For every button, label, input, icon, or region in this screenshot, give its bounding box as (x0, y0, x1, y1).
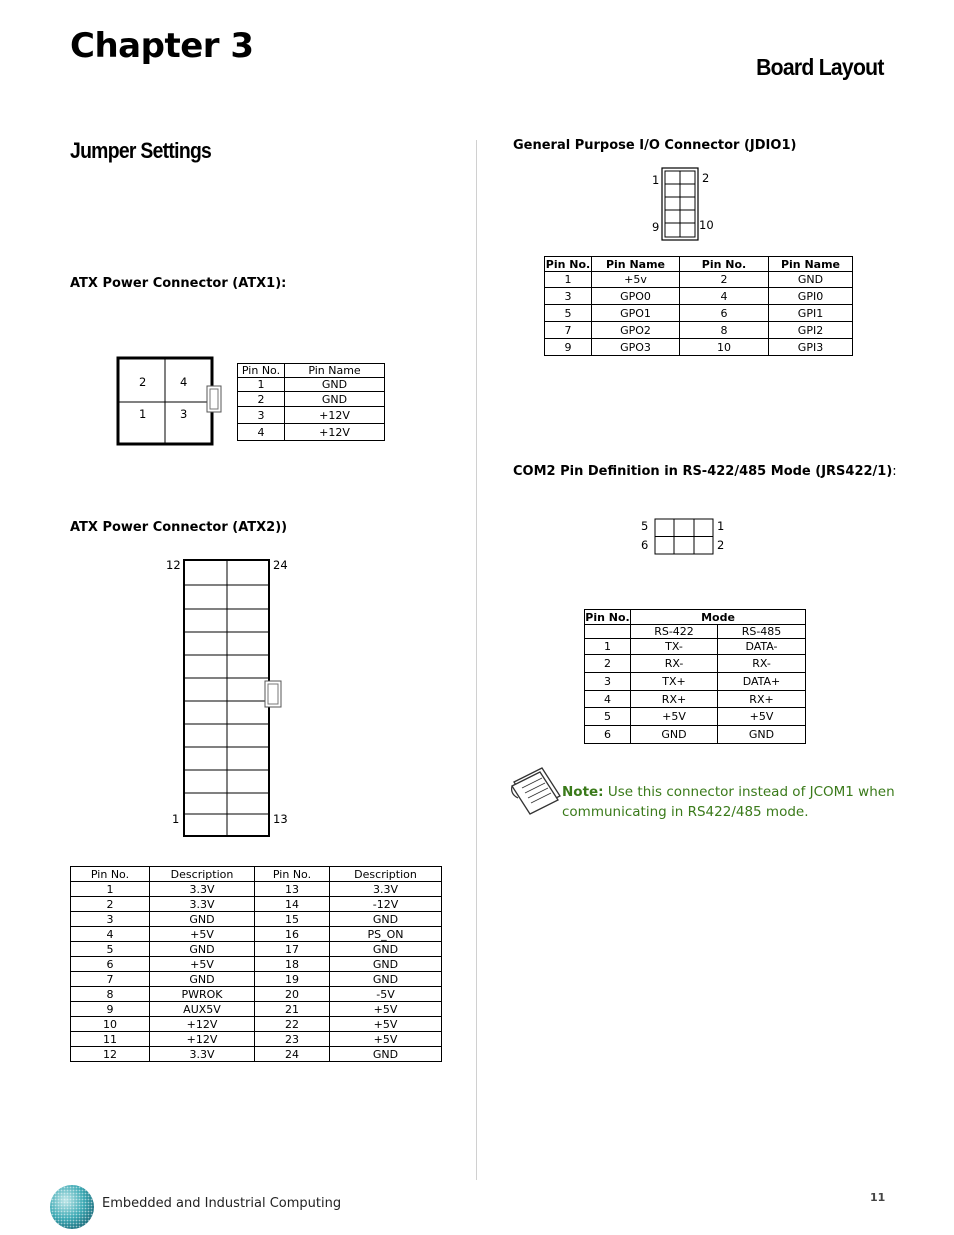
jdio1-connector-diagram (660, 166, 700, 242)
table-row: 6 +5V 18 GND (71, 957, 442, 972)
table-row: 2 3.3V 14 -12V (71, 897, 442, 912)
table-row: 2 GND (238, 392, 385, 407)
atx1-pin-label: 4 (180, 375, 188, 389)
table-row: 7 GND 19 GND (71, 972, 442, 987)
table-row: 6 GND GND (585, 726, 806, 744)
table-row: 5 GPO1 6 GPI1 (545, 305, 853, 322)
table-header: Description (330, 867, 442, 882)
atx2-label-top-left: 12 (166, 558, 181, 572)
table-header: Pin No. (238, 364, 285, 378)
table-row: 4 +12V (238, 424, 385, 441)
table-row: 2 RX- RX- (585, 655, 806, 673)
jrs422-label-bottom-left: 6 (641, 538, 649, 552)
table-header: Mode (631, 610, 806, 625)
table-row: 5 GND 17 GND (71, 942, 442, 957)
table-row: 3 +12V (238, 407, 385, 424)
atx1-pin-label: 2 (139, 375, 147, 389)
table-header: Description (150, 867, 255, 882)
table-header: Pin Name (592, 257, 680, 272)
table-row: 12 3.3V 24 GND (71, 1047, 442, 1062)
table-row: 11 +12V 23 +5V (71, 1032, 442, 1047)
table-subheader: RS-485 (718, 625, 806, 639)
table-row: 7 GPO2 8 GPI2 (545, 322, 853, 339)
table-row: 3 GND 15 GND (71, 912, 442, 927)
atx1-pin-label: 3 (180, 407, 188, 421)
table-header: Pin No. (585, 610, 630, 624)
jrs422-connector-diagram (654, 518, 716, 556)
page-number: 11 (870, 1191, 886, 1204)
jdio1-label-bottom-left: 9 (652, 220, 660, 234)
jdio1-label-top-left: 1 (652, 173, 660, 187)
table-header: Pin No. (680, 257, 769, 272)
company-logo-icon (48, 1183, 96, 1231)
table-row: 4 RX+ RX+ (585, 691, 806, 708)
jrs422-label-top-right: 1 (717, 519, 725, 533)
jrs422-pin-table (584, 609, 806, 744)
table-row: 1 TX- DATA- (585, 639, 806, 655)
table-row: 1 +5v 2 GND (545, 272, 853, 288)
table-row: 3 GPO0 4 GPI0 (545, 288, 853, 305)
section-title: Board Layout (756, 54, 884, 80)
table-row: 1 3.3V 13 3.3V (71, 882, 442, 897)
jrs422-label-top-left: 5 (641, 519, 649, 533)
table-subheader: RS-422 (631, 625, 718, 639)
table-row: 5 +5V +5V (585, 708, 806, 726)
note-pad-icon (508, 764, 564, 816)
table-row: 3 TX+ DATA+ (585, 673, 806, 691)
table-row: 10 +12V 22 +5V (71, 1017, 442, 1032)
table-header: Pin No. (255, 867, 330, 882)
atx1-pin-label: 1 (139, 407, 147, 421)
table-header: Pin No. (71, 867, 150, 882)
footer-company: Embedded and Industrial Computing (102, 1196, 342, 1211)
atx2-connector-diagram (180, 556, 285, 840)
jdio1-pin-table (544, 256, 853, 356)
note-text: Note: Use this connector instead of JCOM1 when communicating in RS422/485 mode. (562, 784, 895, 820)
atx2-label-top-right: 24 (273, 558, 288, 572)
atx2-label-bottom-left: 1 (172, 812, 180, 826)
atx1-connector-diagram (110, 350, 230, 450)
jdio1-label-top-right: 2 (702, 171, 710, 185)
chapter-title: Chapter 3 (70, 26, 254, 66)
column-divider (476, 140, 477, 1180)
table-header: Pin Name (285, 364, 385, 378)
table-row: 1 GND (238, 378, 385, 392)
table-row: 9 AUX5V 21 +5V (71, 1002, 442, 1017)
table-row: 4 +5V 16 PS_ON (71, 927, 442, 942)
atx1-pin-table (237, 363, 385, 441)
table-row: 9 GPO3 10 GPI3 (545, 339, 853, 356)
atx1-title: ATX Power Connector (ATX1): (70, 276, 287, 291)
atx2-title: ATX Power Connector (ATX2)) (70, 520, 288, 535)
table-header: Pin Name (769, 257, 853, 272)
jdio1-label-bottom-right: 10 (699, 218, 714, 232)
jrs422-title: COM2 Pin Definition in RS-422/485 Mode (JRS422/1): (513, 464, 897, 479)
jrs422-label-bottom-right: 2 (717, 538, 725, 552)
jdio1-title: General Purpose I/O Connector (JDIO1) (513, 138, 797, 153)
page-heading: Jumper Settings (70, 138, 212, 163)
table-header: Pin No. (545, 257, 591, 271)
table-row: 8 PWROK 20 -5V (71, 987, 442, 1002)
atx2-label-bottom-right: 13 (273, 812, 288, 826)
atx2-pin-table (70, 866, 442, 1062)
